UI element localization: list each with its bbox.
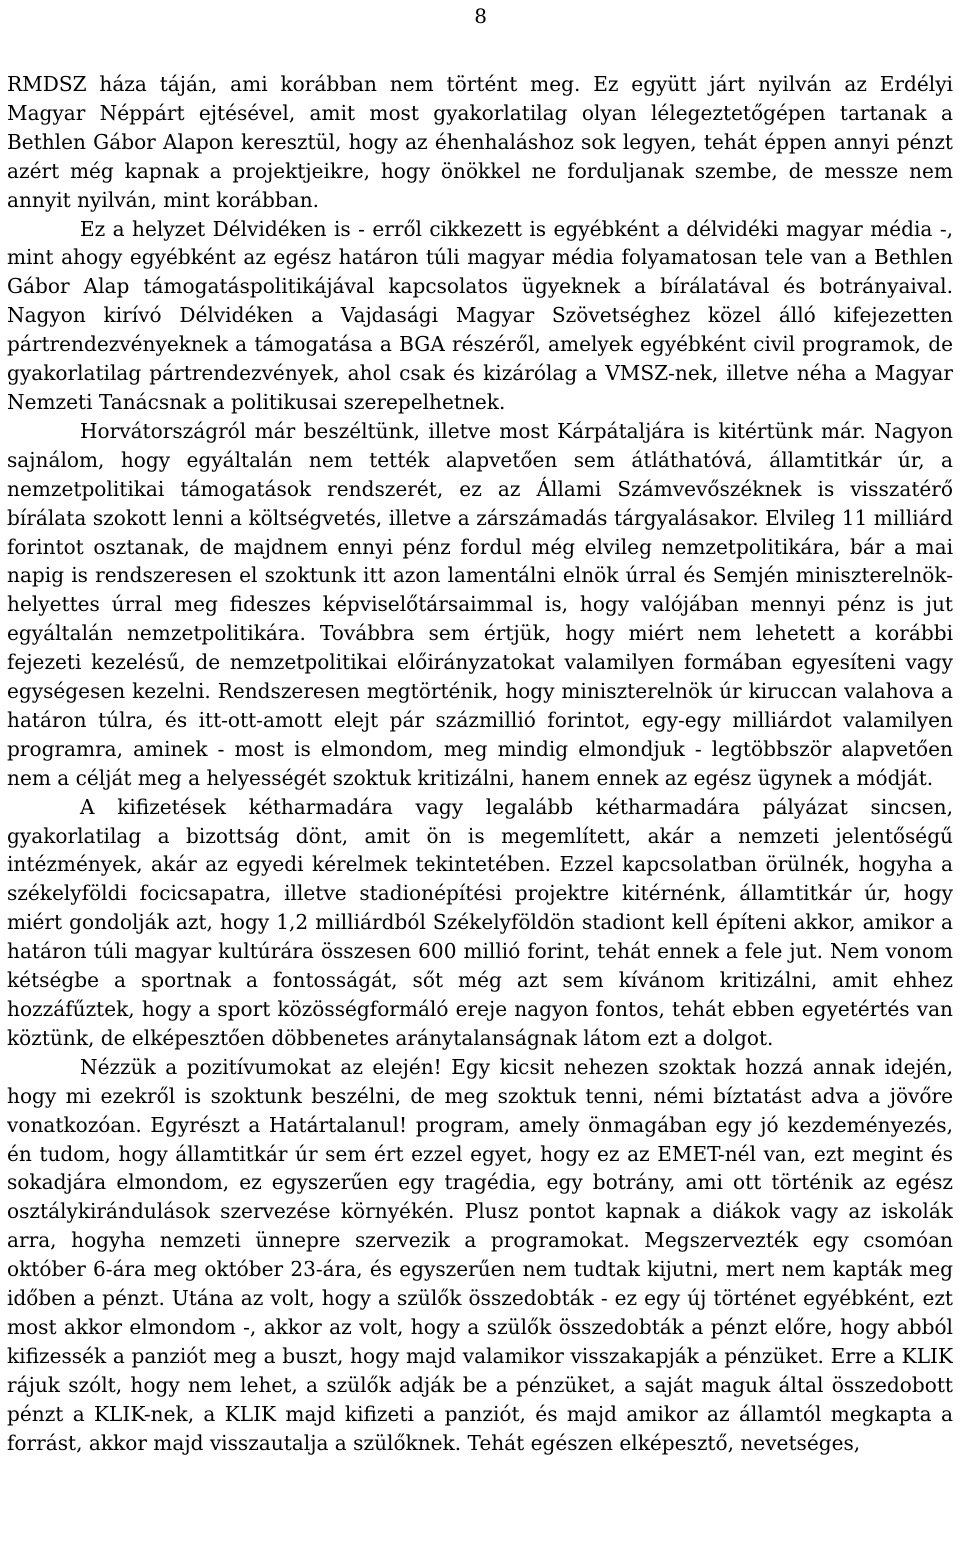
body-text [7, 70, 953, 1458]
paragraph-4: A kifizetések kétharmadára vagy legalább kétharmadára pályázat sincsen, gyakorlatilag a bizottság dönt, amit ön is megemlített, akár a nemzeti jelentőségű intézmények, akár az egyedi kérelmek tekintetében. Ezzel kapcsolatban örülnék, hogyha a székelyföldi focicsapatra, illetve stadionépítési projektre kitérnénk, államtitkár úr, hogy miért gondolják azt, hogy 1,2 milliárdból Székelyföldön stadiont kell építeni akkor, amikor a határon túli magyar kultúrára összesen 600 millió forint, tehát ennek a fele jut. Nem vonom kétségbe a sportnak a fontosságát, sőt még azt sem kívánom kritizálni, amit ehhez hozzáfűztek, hogy a sport közösségformáló ereje nagyon fontos, tehát ebben egyetértés van köztünk, de elképesztően döbbenetes aránytalanságnak látom ezt a dolgot. [7, 794, 953, 1050]
paragraph-3: Horvátországról már beszéltünk, illetve most Kárpátaljára is kitértünk már. Nagyon sajnálom, hogy egyáltalán nem tették alapvetően sem átláthatóvá, államtitkár úr, a nemzetpolitikai támogatások rendszerét, ez az Állami Számvevőszéknek is visszatérő bírálata szokott lenni a költségvetés, illetve a zárszámadás tárgyalásakor. Elvileg 11 milliárd forintot osztanak, de majdnem ennyi pénz fordul még elvileg nemzetpolitikára, bár a mai napig is rendszeresen el szoktunk itt azon lamentálni elnök úrral és Semjén miniszterelnök-helyettes úrral meg fideszes képviselőtársaimmal is, hogy valójában mennyi pénz is jut egyáltalán nemzetpolitikára. Továbbra sem értjük, hogy miért nem lehetett a korábbi fejezeti kezelésű, de nemzetpolitikai előirányzatokat valamilyen formában egyesíteni vagy egységesen kezelni. Rendszeresen megtörténik, hogy miniszterelnök úr kiruccan valahova a határon túlra, és itt-ott-amott elejt pár százmillió forintot, egy-egy milliárdot valamilyen programra, aminek - most is elmondom, meg mindig elmondjuk - legtöbbször alapvetően nem a célját meg a helyességét szoktuk kritizálni, hanem ennek az egész ügynek a módját. [7, 418, 953, 790]
paragraph-1: RMDSZ háza táján, ami korábban nem történt meg. Ez együtt járt nyilván az Erdélyi Magyar Néppárt ejtésével, amit most gyakorlatilag olyan lélegeztetőgépen tartanak a Bethlen Gábor Alapon keresztül, hogy az éhenhaláshoz sok legyen, tehát éppen annyi pénzt azért még kapnak a projektjeikre, hogy önökkel ne forduljanak szembe, de messze nem annyit nyilván, mint korábban. [7, 72, 953, 212]
page-number: 8 [474, 4, 487, 28]
paragraph-5: Nézzük a pozitívumokat az elején! Egy kicsit nehezen szoktak hozzá annak idején, hogy mi ezekről is szoktunk beszélni, de meg szoktuk tenni, némi bíztatást adva a jövőre vonatkozóan. Egyrészt a Határtalanul! program, amely önmagában egy jó kezdeményezés, én tudom, hogy államtitkár úr sem ért ezzel egyet, hogy ez az EMET-nél van, ezt megint és sokadjára elmondom, ez egyszerűen egy tragédia, egy botrány, ami ott történik az egész osztálykirándulások szervezése környékén. Plusz pontot kapnak a diákok vagy az iskolák arra, hogyha nemzeti ünnepre szervezik a programokat. Megszervezték egy csomóan október 6-ára meg október 23-ára, és egyszerűen nem tudtak kijutni, mert nem kapták meg időben a pénzt. Utána az volt, hogy a szülők összedobták - ez egy új történet egyébként, ezt most akkor elmondom -, akkor az volt, hogy a szülők összedobták a pénzt előre, hogy abból kifizessék a panziót meg a buszt, hogy majd valamikor visszakapják a pénzüket. Erre a KLIK rájuk szólt, hogy nem lehet, a szülők adják be a pénzüket, a saját maguk által összedobott pénzt a KLIK-nek, a KLIK majd kifizeti a panziót, és majd amikor az államtól megkapta a forrást, akkor majd visszautalja a szülőknek. Tehát egészen elképesztő, nevetséges, [7, 1054, 953, 1455]
paragraph-2: Ez a helyzet Délvidéken is - erről cikkezett is egyébként a délvidéki magyar média -, mint ahogy egyébként az egész határon túli magyar média folyamatosan tele van a Bethlen Gábor Alap támogatáspolitikájával kapcsolatos ügyeknek a bírálatával és botrányaival. Nagyon kirívó Délvidéken a Vajdasági Magyar Szövetséghez közel álló kifejezetten pártrendezvényeknek a támogatása a BGA részéről, amelyek egyébként civil programok, de gyakorlatilag pártrendezvények, ahol csak és kizárólag a VMSZ-nek, illetve néha a Magyar Nemzeti Tanácsnak a politikusai szerepelhetnek. [7, 216, 953, 414]
